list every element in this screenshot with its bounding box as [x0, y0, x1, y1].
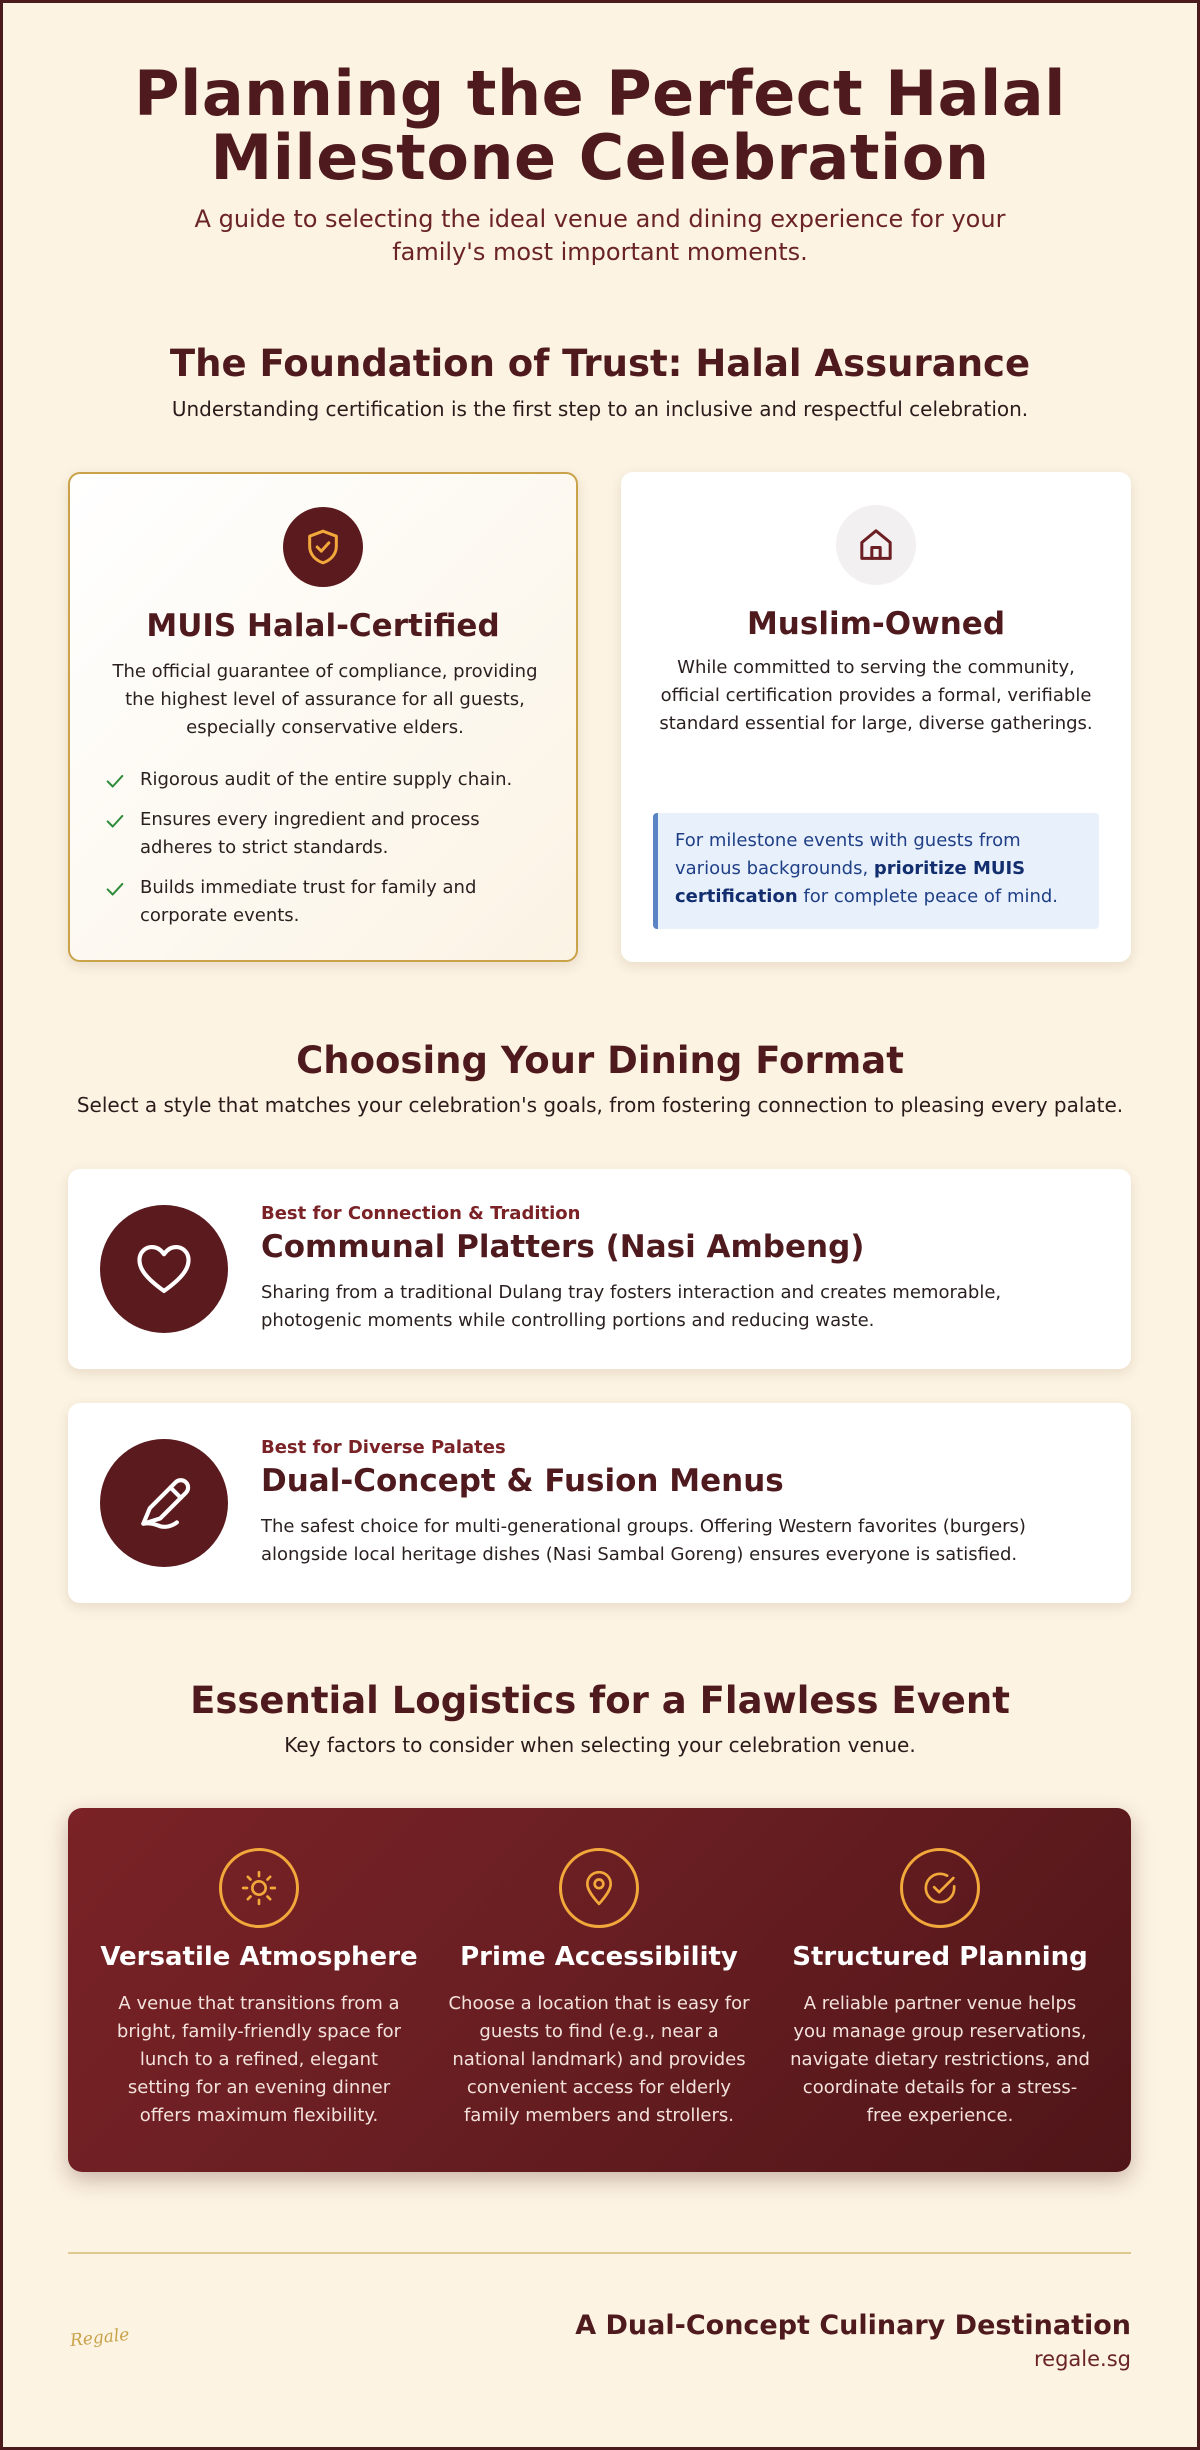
page-subtitle-line-1: A guide to selecting the ideal venue and dining experience for your: [194, 205, 1006, 233]
note-emphasis-2: certification: [675, 886, 798, 907]
desc-line: A reliable partner venue helps: [803, 1993, 1077, 2014]
muis-desc-line-1: The official guarantee of compliance, providing: [112, 661, 538, 682]
desc-line: A venue that transitions from a: [118, 1993, 400, 2014]
format-desc-line-1: Sharing from a traditional Dulang tray fosters interaction and creates memorable,: [261, 1282, 1002, 1303]
list-item: [104, 874, 544, 930]
desc-line: family members and strollers.: [463, 2105, 735, 2126]
map-pin-icon: [559, 1848, 639, 1928]
desc-line: navigate dietary restrictions, and: [790, 2049, 1090, 2070]
page-title-line-2: Milestone Celebration: [210, 121, 990, 194]
logistics-item-accessibility: [434, 1808, 764, 2172]
desc-line: lunch to a refined, elegant: [139, 2049, 379, 2070]
footer-website-link[interactable]: regale.sg: [1034, 2347, 1131, 2371]
logistics-item-description: [787, 1990, 1093, 2130]
page-subtitle: [160, 203, 1040, 269]
sun-icon: [219, 1848, 299, 1928]
check-circle-icon: [900, 1848, 980, 1928]
dining-format-card-fusion: [68, 1403, 1131, 1603]
logistics-section-title: Essential Logistics for a Flawless Event: [190, 1679, 1010, 1722]
page-subtitle-line-2: family's most important moments.: [392, 238, 808, 266]
muis-card-title: MUIS Halal-Certified: [146, 608, 500, 644]
format-desc-line-1: The safest choice for multi-generational groups. Offering Western favorites (burgers): [261, 1516, 1026, 1537]
logistics-item-description: [446, 1990, 752, 2130]
format-kicker: Best for Connection & Tradition: [261, 1203, 581, 1224]
desc-line: convenient access for elderly: [466, 2077, 732, 2098]
desc-line: bright, family-friendly space for: [116, 2021, 402, 2042]
benefit-text: Rigorous audit of the entire supply chain.: [140, 769, 513, 790]
format-title: Communal Platters (Nasi Ambeng): [261, 1229, 865, 1265]
heart-icon: [100, 1205, 228, 1333]
muslim-owned-card: [621, 472, 1131, 962]
logistics-item-title: Versatile Atmosphere: [100, 1942, 418, 1972]
format-description: [261, 1279, 1081, 1335]
desc-line: guests to find (e.g., near a: [479, 2021, 719, 2042]
format-kicker: Best for Diverse Palates: [261, 1437, 506, 1458]
pen-icon: [100, 1439, 228, 1567]
note-text-1: For milestone events with guests from: [675, 830, 1021, 851]
benefit-text-continued: adheres to strict standards.: [140, 837, 389, 858]
checkmark-icon: [104, 770, 126, 792]
desc-line: you manage group reservations,: [793, 2021, 1087, 2042]
logistics-item-planning: [775, 1808, 1105, 2172]
logistics-panel: [68, 1808, 1131, 2172]
shield-check-icon: [283, 507, 363, 587]
logistics-item-description: [106, 1990, 412, 2130]
checkmark-icon: [104, 810, 126, 832]
muis-benefits-list: [104, 766, 544, 942]
benefit-text: Builds immediate trust for family and: [140, 877, 477, 898]
dining-section-subtitle: Select a style that matches your celebration's goals, from fostering connection to pleasing every palate.: [76, 1093, 1124, 1117]
muslim-owned-card-description: [641, 654, 1111, 738]
logistics-item-atmosphere: [94, 1808, 424, 2172]
dining-format-card-communal: [68, 1169, 1131, 1369]
logistics-item-title: Prime Accessibility: [460, 1942, 738, 1972]
muis-card-description: [90, 658, 560, 742]
benefit-text-continued: corporate events.: [140, 905, 300, 926]
footer-divider: [68, 2252, 1131, 2254]
logistics-section-subtitle: Key factors to consider when selecting your celebration venue.: [284, 1733, 916, 1757]
list-item: [104, 766, 544, 794]
muis-desc-line-2: the highest level of assurance for all guests,: [125, 689, 525, 710]
note-emphasis-1: prioritize MUIS: [873, 858, 1026, 879]
desc-line: national landmark) and provides: [452, 2049, 746, 2070]
owned-desc-line-1: While committed to serving the community,: [677, 657, 1075, 678]
format-title: Dual-Concept & Fusion Menus: [261, 1463, 784, 1499]
trust-section-title: The Foundation of Trust: Halal Assurance: [169, 342, 1031, 385]
owned-desc-line-2: official certification provides a formal, verifiable: [660, 685, 1092, 706]
note-text-3: for complete peace of mind.: [797, 886, 1059, 907]
desc-line: offers maximum flexibility.: [139, 2105, 379, 2126]
format-description: [261, 1513, 1081, 1569]
muis-certified-card: [68, 472, 578, 962]
note-text-2: various backgrounds,: [675, 858, 874, 879]
page-title: [100, 57, 1100, 194]
owned-desc-line-3: standard essential for large, diverse gatherings.: [659, 713, 1093, 734]
recommendation-note: [653, 813, 1099, 929]
trust-section-subtitle: Understanding certification is the first step to an inclusive and respectful celebration.: [171, 397, 1029, 421]
checkmark-icon: [104, 878, 126, 900]
desc-line: setting for an evening dinner: [127, 2077, 391, 2098]
format-desc-line-2: alongside local heritage dishes (Nasi Sambal Goreng) ensures everyone is satisfied.: [261, 1544, 1018, 1565]
desc-line: Choose a location that is easy for: [448, 1993, 750, 2014]
footer-tagline: A Dual-Concept Culinary Destination: [575, 2310, 1131, 2341]
muslim-owned-card-title: Muslim-Owned: [746, 606, 1006, 642]
dining-section-title: Choosing Your Dining Format: [296, 1039, 904, 1082]
regale-logo[interactable]: Regale: [69, 2324, 131, 2352]
muis-desc-line-3: especially conservative elders.: [186, 717, 464, 738]
logistics-item-title: Structured Planning: [792, 1942, 1088, 1972]
list-item: [104, 806, 544, 862]
format-desc-line-2: photogenic moments while controlling portions and reducing waste.: [261, 1310, 875, 1331]
desc-line: free experience.: [866, 2105, 1014, 2126]
benefit-text: Ensures every ingredient and process: [140, 809, 480, 830]
desc-line: coordinate details for a stress-: [802, 2077, 1078, 2098]
house-icon: [836, 505, 916, 585]
page-title-line-1: Planning the Perfect Halal: [134, 57, 1066, 130]
